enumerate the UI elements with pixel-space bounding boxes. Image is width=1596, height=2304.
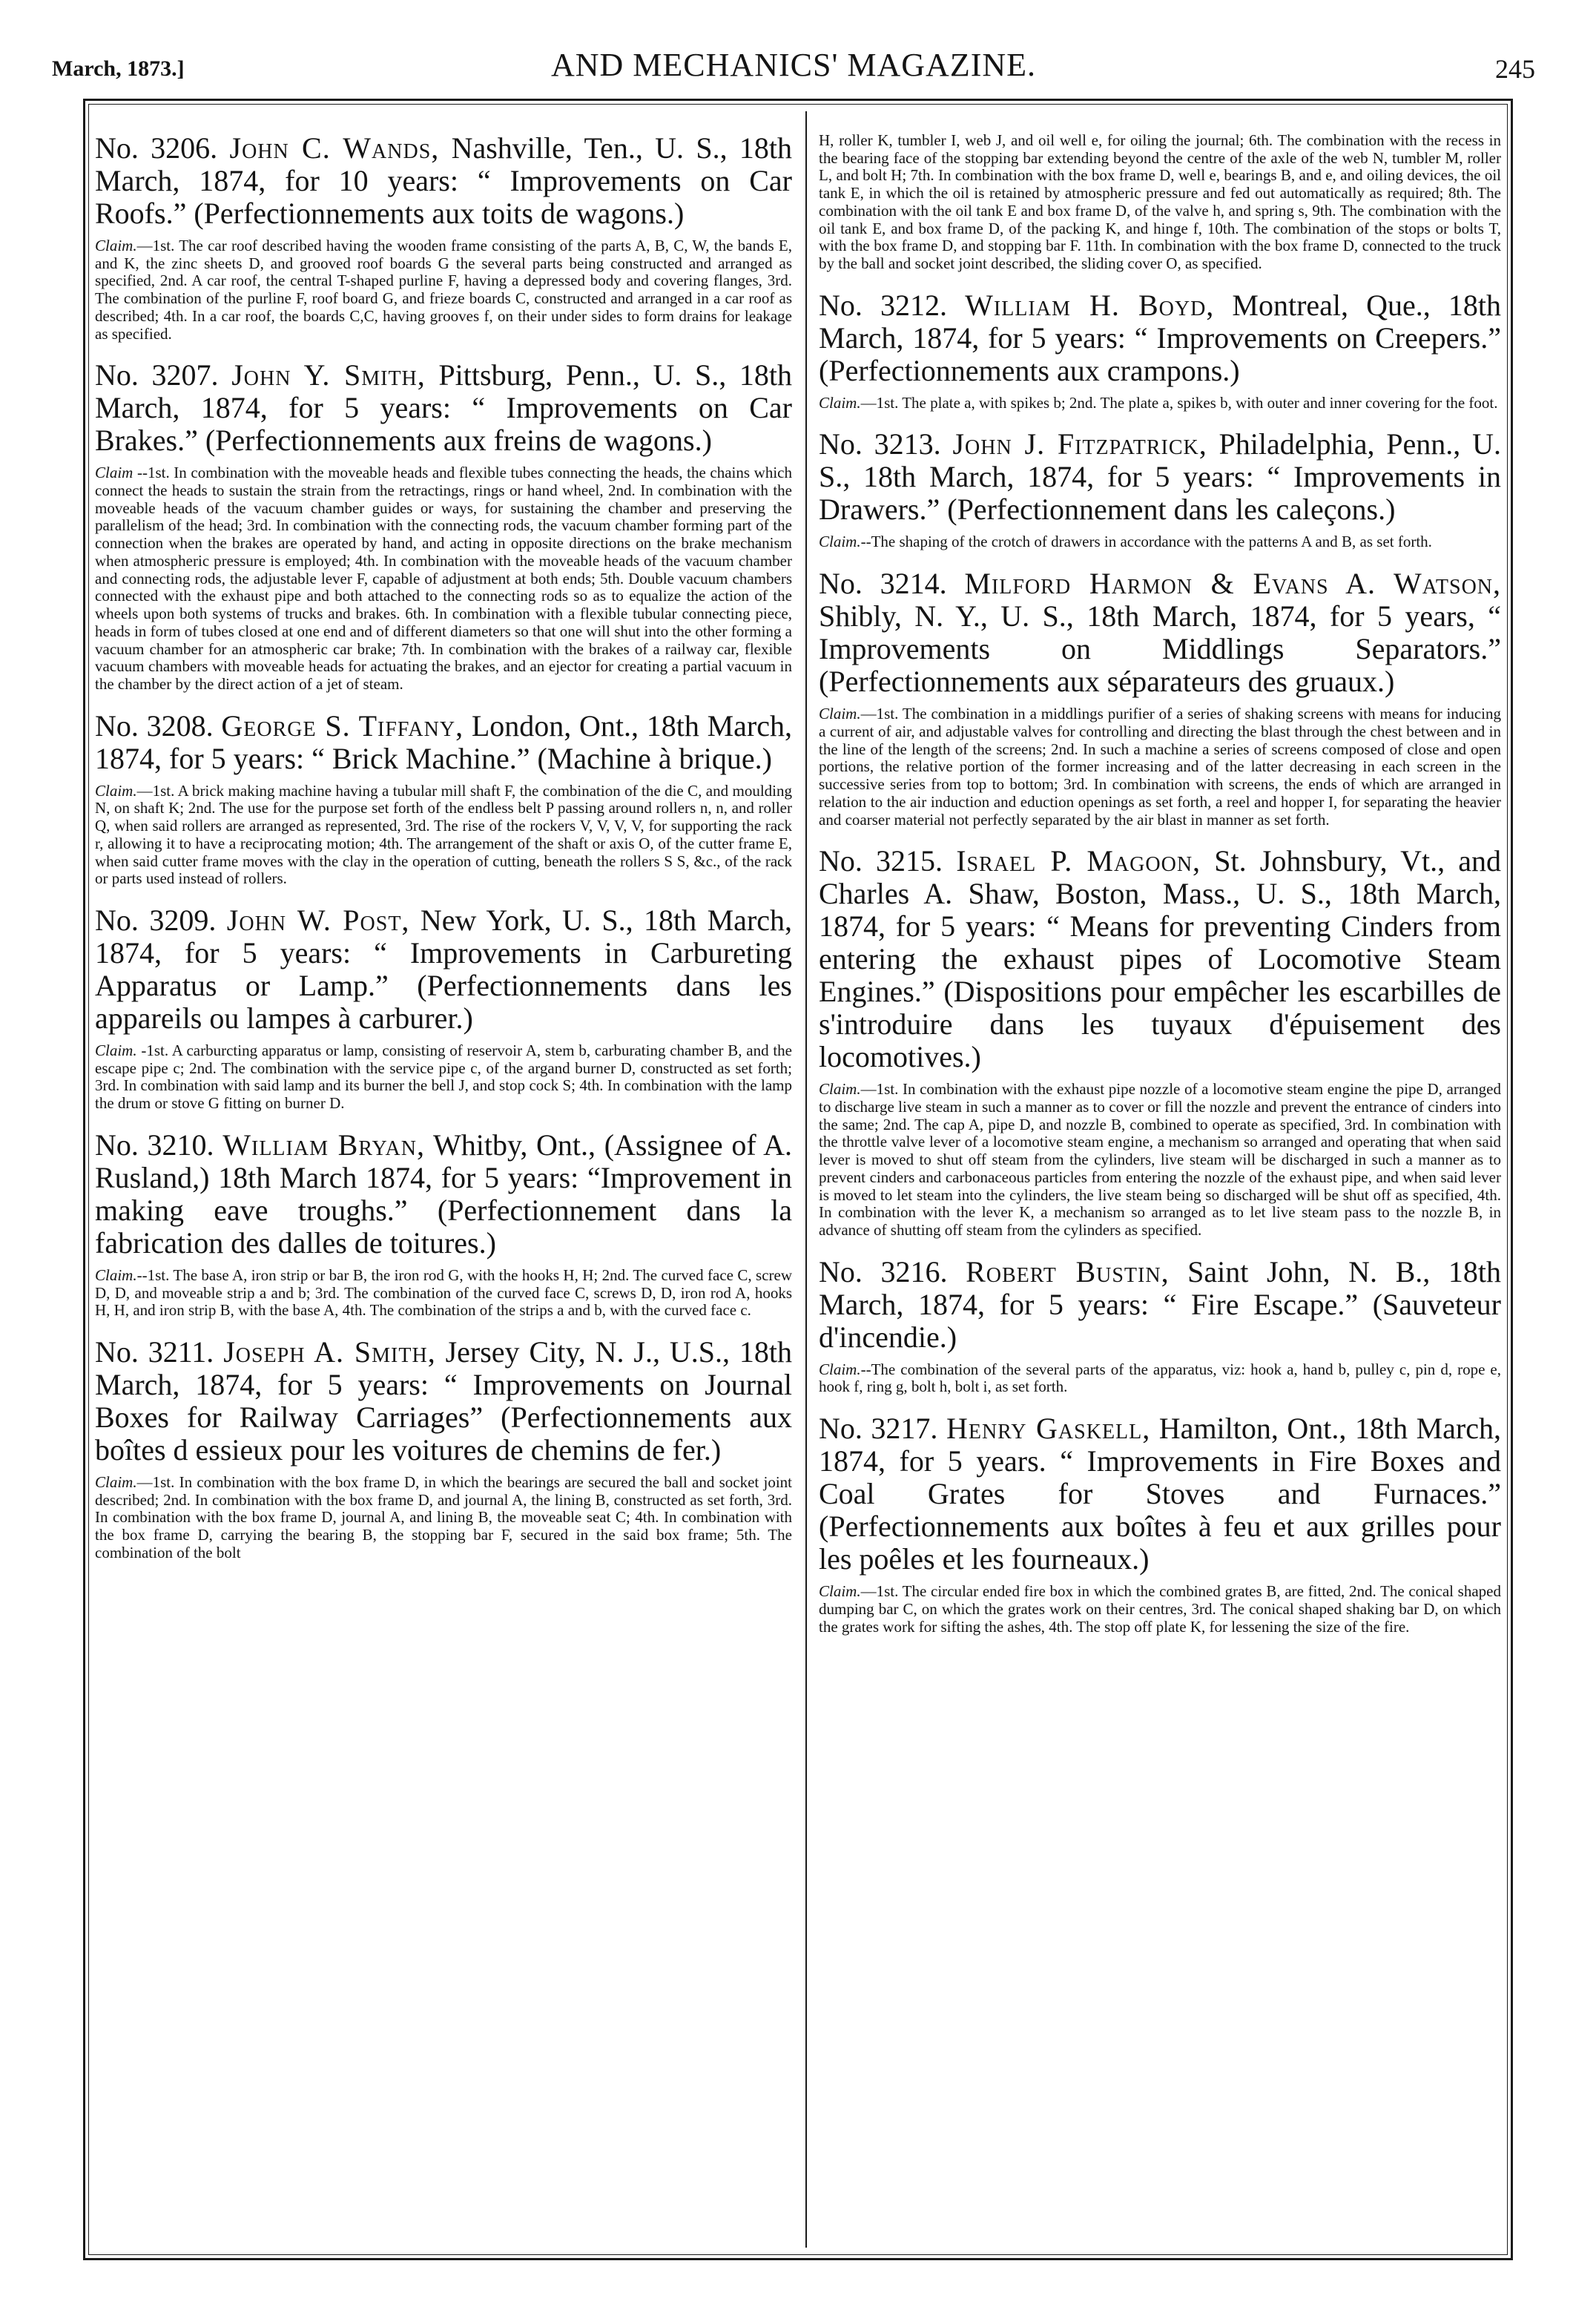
claim-label: Claim. xyxy=(95,781,137,800)
entry-title: Saint John, N. B., 18th March, 1874, for 5 years: “ Fire Escape.” (Sauveteur d'incendie.) xyxy=(819,1254,1501,1354)
claim-body: —1st. In combination with the exhaust pipe nozzle of a locomotive steam engine the pipe D, arranged to discharge live steam in such a manner as to cover or fill the nozzle and prevent the entrance of cinders into the same; 2nd. The cap A, pipe D, and nozzle B, combined to operate as specified, 3rd. In combination with the throttle valve lever of a locomotive steam engine, a mechanism so arranged and operating that when said lever is moved to shut off steam from the cylinders, live steam will be discharged in such a manner as to prevent cinders and carbonaceous particles from entering the nozzle of the exhaust pipe, and when said lever is moved to let steam into the cylinders, the live steam being so discharged will be shut off as specified, 4th. In combination with the lever K, a mechanism so arranged as to let live steam pass to the nozzle B, in advance of shutting off steam from the cylinders as specified. xyxy=(819,1080,1501,1239)
entry-title: Whitby, Ont., (Assignee of A. Rusland,) 18th March 1874, for 5 years: “Improvement in making eave troughs.” (Perfectionnement dans la fabrication des dalles de toitures.) xyxy=(95,1128,792,1260)
entry-heading xyxy=(819,428,1501,526)
right-column xyxy=(819,132,1501,1652)
patent-entry xyxy=(95,1336,792,1562)
patent-entry xyxy=(819,1256,1501,1396)
patent-number: No. 3211. xyxy=(95,1335,214,1369)
patent-entry xyxy=(819,845,1501,1239)
patentee-name: John Y. Smith, xyxy=(231,358,426,392)
claim-text xyxy=(95,1474,792,1562)
patent-entry xyxy=(95,710,792,888)
patentee-name: Robert Bustin, xyxy=(966,1254,1170,1288)
column-divider xyxy=(805,111,807,2248)
patentee-name: Joseph A. Smith, xyxy=(223,1335,436,1369)
claim-text xyxy=(819,132,1501,273)
entry-heading xyxy=(819,845,1501,1073)
entry-title: Shibly, N. Y., U. S., 18th March, 1874, for 5 years, “ Improvements on Middlings Separators.” (Perfectionnements aux séparateurs des gruaux.) xyxy=(819,599,1501,699)
patent-number: No. 3214. xyxy=(819,567,947,601)
claim-label: Claim. xyxy=(819,1582,861,1601)
claim-text xyxy=(819,1081,1501,1239)
claim-label: Claim. xyxy=(819,393,861,412)
claim-text xyxy=(95,1042,792,1113)
patentee-name: John W. Post, xyxy=(226,903,410,937)
claim-text xyxy=(819,395,1501,412)
patent-number: No. 3210. xyxy=(95,1128,214,1162)
patent-entry xyxy=(95,1129,792,1320)
patentee-name: William Bryan, xyxy=(222,1128,426,1162)
entry-heading xyxy=(95,1336,792,1467)
patent-number: No. 3213. xyxy=(819,427,941,461)
claim-body: --1st. In combination with the moveable heads and flexible tubes connecting the heads, the chains which connect the heads to sustain the strain from the retractings, rings or hand wheel, 2nd. In combination with the moveable heads of the vacuum chamber guides or ways, for sustaining the chamber and preserving the parallelism of the head; 3rd. In combination with the connecting rods, the vacuum chamber forming part of the connection when the brakes are operated by hand, and acting in opposite directions on the brake mechanism when atmospheric pressure is employed; 4th. In combination with the moveable heads of the vacuum chamber and connecting rods, the adjustable lever F, capable of adjustment at both ends; 5th. Double vacuum chambers connected with the exhaust pipe and both attached to the connecting rods so as to equalize the action of the wheels upon both systems of trucks and brakes. 6th. In combination with a flexible tubular connecting piece, heads in form of tubes closed at one end and of different diameters so that one will shut into the other forming a vacuum chamber for an atmospheric car brake; 7th. In combination with the brakes of a railway car, flexible vacuum chambers with moveable heads for actuating the brakes, and an ejector for creating a partial vacuum in the chamber by the direct action of a jet of steam. xyxy=(95,464,792,693)
claim-label: Claim. xyxy=(95,1473,137,1491)
entry-heading xyxy=(95,359,792,457)
patent-number: No. 3212. xyxy=(819,288,947,322)
claim-body: —1st. The combination in a middlings purifier of a series of shaking screens with means for inducing a current of air, and adjustable valves for controlling and directing the blast through the chest between and in the line of the length of the screens; 2nd. In such a machine a series of screens composed of close and open portions, the relative portion of the former increasing and of the latter decreasing in each screen in the successive series from top to bottom; 3rd. In combination with screens, the ends of which are arranged in relation to the air induction and eduction openings as set forth, a reel and hopper I, for separating the heavier and coarser material not perfectly separated by the air blast in manner as set forth. xyxy=(819,705,1501,829)
claim-text xyxy=(819,705,1501,829)
patentee-name: John C. Wands, xyxy=(229,131,440,165)
claim-label: Claim. xyxy=(819,1080,861,1099)
left-column xyxy=(95,132,792,1579)
patentee-name: William H. Boyd, xyxy=(965,288,1215,322)
patentee-name: John J. Fitzpatrick, xyxy=(952,427,1207,461)
patentee-name: Israel P. Magoon, xyxy=(956,844,1201,878)
entry-title: Pittsburg, Penn., U. S., 18th March, 1874, for 5 years: “ Improvements on Car Brakes.” (Perfectionnements aux freins de wagons.) xyxy=(95,358,793,458)
patent-entry xyxy=(95,904,792,1113)
claim-body: —1st. A brick making machine having a tubular mill shaft F, the combination of the die C, and moulding N, on shaft K; 2nd. The use for the purpose set forth of the endless belt P passing around rollers n, n, and roller Q, when said rollers are arranged as represented, 3rd. The rise of the rockers V, V, V, V, for supporting the rack r, allowing it to have a reciprocating motion; 4th. The arrangement of the shaft or axis O, of the cutter frame E, when said cutter frame moves with the clay in the operation of cutting, beneath the rollers S S, &c., of the rack or parts used instead of rollers. xyxy=(95,781,792,888)
patent-number: No. 3217. xyxy=(819,1412,938,1446)
entry-title: New York, U. S., 18th March, 1874, for 5 years: “ Improvements in Carbureting Apparatus or Lamp.” (Perfectionnements dans les appareils ou lampes à carburer.) xyxy=(95,903,793,1035)
claim-label: Claim. xyxy=(95,1041,137,1059)
entry-heading xyxy=(819,289,1501,387)
patent-number: No. 3207. xyxy=(95,358,219,392)
patentee-name: Milford Harmon & Evans A. Watson, xyxy=(964,567,1502,601)
claim-body: —1st. In combination with the box frame D, in which the bearings are secured the ball and socket joint described; 2nd. In combination with the box frame D, and journal A, the lining B, constructed as set forth, 3rd. In combination with the box frame D, journal A, and lining B, the moveable seat C; 4th. In combination with the box frame D, carrying the bearing B, the stopping bar F, secured in the said box frame; 5th. The combination of the bolt xyxy=(95,1473,792,1561)
entry-title: Hamilton, Ont., 18th March, 1874, for 5 years. “ Improvements in Fire Boxes and Coal Grates for Stoves and Furnaces.” (Perfectionnements aux boîtes à feu et aux grilles pour les poêles et les fourneaux.) xyxy=(819,1412,1501,1576)
patent-number: No. 3209. xyxy=(95,903,217,937)
entry-heading xyxy=(819,1412,1501,1576)
running-head xyxy=(52,46,1535,90)
entry-heading xyxy=(819,567,1501,698)
entry-title: St. Johnsbury, Vt., and Charles A. Shaw, Boston, Mass., U. S., 18th March, 1874, for 5 years: “ Means for preventing Cinders from entering the exhaust pipes of Locomotive Steam Engines.” (Dispositions pour empêcher les escarbilles de s'introduire dans les tuyaux d'épuisement des locomotives.) xyxy=(819,844,1501,1074)
entry-title: London, Ont., 18th March, 1874, for 5 years: “ Brick Machine.” (Machine à brique.) xyxy=(95,708,792,775)
claim-label: Claim. xyxy=(819,705,861,723)
patent-entry xyxy=(95,359,792,693)
patent-number: No. 3208. xyxy=(95,708,214,743)
claim-body: -1st. A carburcting apparatus or lamp, consisting of reservoir A, stem b, carburating chamber B, and the escape pipe c; 2nd. The combination with the service pipe c, of the argand burner D, constructed as set forth; 3rd. In combination with said lamp and its burner the bell J, and stop cock S; 4th. In combination with the lamp the drum or stove G fitting on burner D. xyxy=(95,1041,792,1113)
entry-title: Montreal, Que., 18th March, 1874, for 5 years: “ Improvements on Creepers.” (Perfectionnements aux crampons.) xyxy=(819,288,1501,387)
claim-label: Claim. xyxy=(819,1360,861,1378)
entry-heading xyxy=(95,710,792,775)
claim-body: —1st. The plate a, with spikes b; 2nd. The plate a, spikes b, with outer and inner covering for the foot. xyxy=(860,393,1498,412)
claim-body: H, roller K, tumbler I, web J, and oil well e, for oiling the journal; 6th. The combination with the recess in the bearing face of the stopping bar extending beyond the centre of the axle of the web N, tumbler M, roller L, and bolt H; 7th. In combination with the box frame D, well e, bearings B, and e, and oiling devices, the oil tank E, in which the oil is retained by atmospheric pressure and fed out automatically as required; 8th. The combination with the oil tank E and box frame D, of the valve h, and spring s, 9th. The combination with the oil tank E, and box frame D, of the packing K, and hinge f, 10th. The combination of the stops or bolts T, with the box frame D, and stopping bar F. 11th. In combination with the box frame D, connected to the truck by the ball and socket joint described, the sliding cover O, as specified. xyxy=(819,131,1501,273)
claim-body: —1st. The car roof described having the wooden frame consisting of the parts A, B, C, W, the bands E, and K, the zinc sheets D, and grooved roof boards G the several parts being constructed and arranged as specified, 2nd. A car roof, the central T-shaped purline F, having a depressed body and covering flanges, 3rd. The combination of the purline F, roof board G, and frieze boards C, constructed and arranged in a car roof as described; 4th. In a car roof, the boards C,C, having grooves f, on their under sides to form drains for leakage as specified. xyxy=(95,237,792,343)
patent-entry xyxy=(95,132,792,343)
entry-title: Nashville, Ten., U. S., 18th March, 1874, for 10 years: “ Improvements on Car Roofs.” (Perfectionnements aux toits de wagons.) xyxy=(95,131,793,230)
patent-entry xyxy=(819,289,1501,412)
claim-body: —1st. The circular ended fire box in which the combined grates B, are fitted, 2nd. The conical shaped dumping bar C, on which the grates work on their centres, 3rd. The conical shaped shaking bar D, on which the grates work for sifting the ashes, 4th. The stop off plate K, for lessening the size of the fire. xyxy=(819,1582,1501,1636)
entry-heading xyxy=(95,1129,792,1260)
entry-heading xyxy=(819,1256,1501,1354)
patent-entry xyxy=(819,1412,1501,1636)
claim-text xyxy=(95,464,792,693)
patentee-name: Henry Gaskell, xyxy=(946,1412,1151,1446)
entry-heading xyxy=(95,904,792,1035)
entry-title: Philadelphia, Penn., U. S., 18th March, 1874, for 5 years: “ Improvements in Drawers.” (Perfectionnement dans les caleçons.) xyxy=(819,427,1501,527)
issue-date: March, 1873.] xyxy=(52,56,185,81)
claim-text xyxy=(95,237,792,343)
patentee-name: George S. Tiffany, xyxy=(221,708,464,743)
entry-heading xyxy=(95,132,792,230)
claim-text xyxy=(95,783,792,888)
patent-number: No. 3206. xyxy=(95,131,218,165)
claim-label: Claim. xyxy=(819,533,861,551)
patent-number: No. 3215. xyxy=(819,844,943,878)
patent-number: No. 3216. xyxy=(819,1254,948,1288)
patent-entry-continued xyxy=(819,132,1501,273)
page-number: 245 xyxy=(1495,54,1535,84)
patent-entry xyxy=(819,567,1501,829)
claim-label: Claim. xyxy=(95,237,137,254)
claim-body: --1st. The base A, iron strip or bar B, the iron rod G, with the hooks H, H; 2nd. The curved face C, screw D, D, and moveable strip a and b; 3rd. The combination of the curved face C, screws D, D, iron rod A, hooks H, H, and iron strip B, with the base A, 4th. The combination of the strips a and b, with the curved face c. xyxy=(95,1265,792,1320)
claim-text xyxy=(819,533,1501,551)
claim-text xyxy=(95,1267,792,1320)
entry-title: Jersey City, N. J., U.S., 18th March, 1874, for 5 years: “ Improvements on Journal Boxes for Railway Carriages” (Perfectionnements aux boîtes d essieux pour les voitures de chemins de fer.) xyxy=(95,1335,793,1467)
patent-entry xyxy=(819,428,1501,551)
claim-label: Claim xyxy=(95,464,133,482)
claim-text xyxy=(819,1361,1501,1396)
claim-text xyxy=(819,1583,1501,1636)
claim-label: Claim. xyxy=(95,1265,137,1284)
claim-body: --The combination of the several parts of the apparatus, viz: hook a, hand b, pulley c, pin d, rope e, hook f, ring g, bolt h, bolt i, as set forth. xyxy=(819,1360,1501,1396)
claim-body: --The shaping of the crotch of drawers in accordance with the patterns A and B, as set forth. xyxy=(860,533,1432,551)
magazine-title: AND MECHANICS' MAGAZINE. xyxy=(550,47,1037,83)
